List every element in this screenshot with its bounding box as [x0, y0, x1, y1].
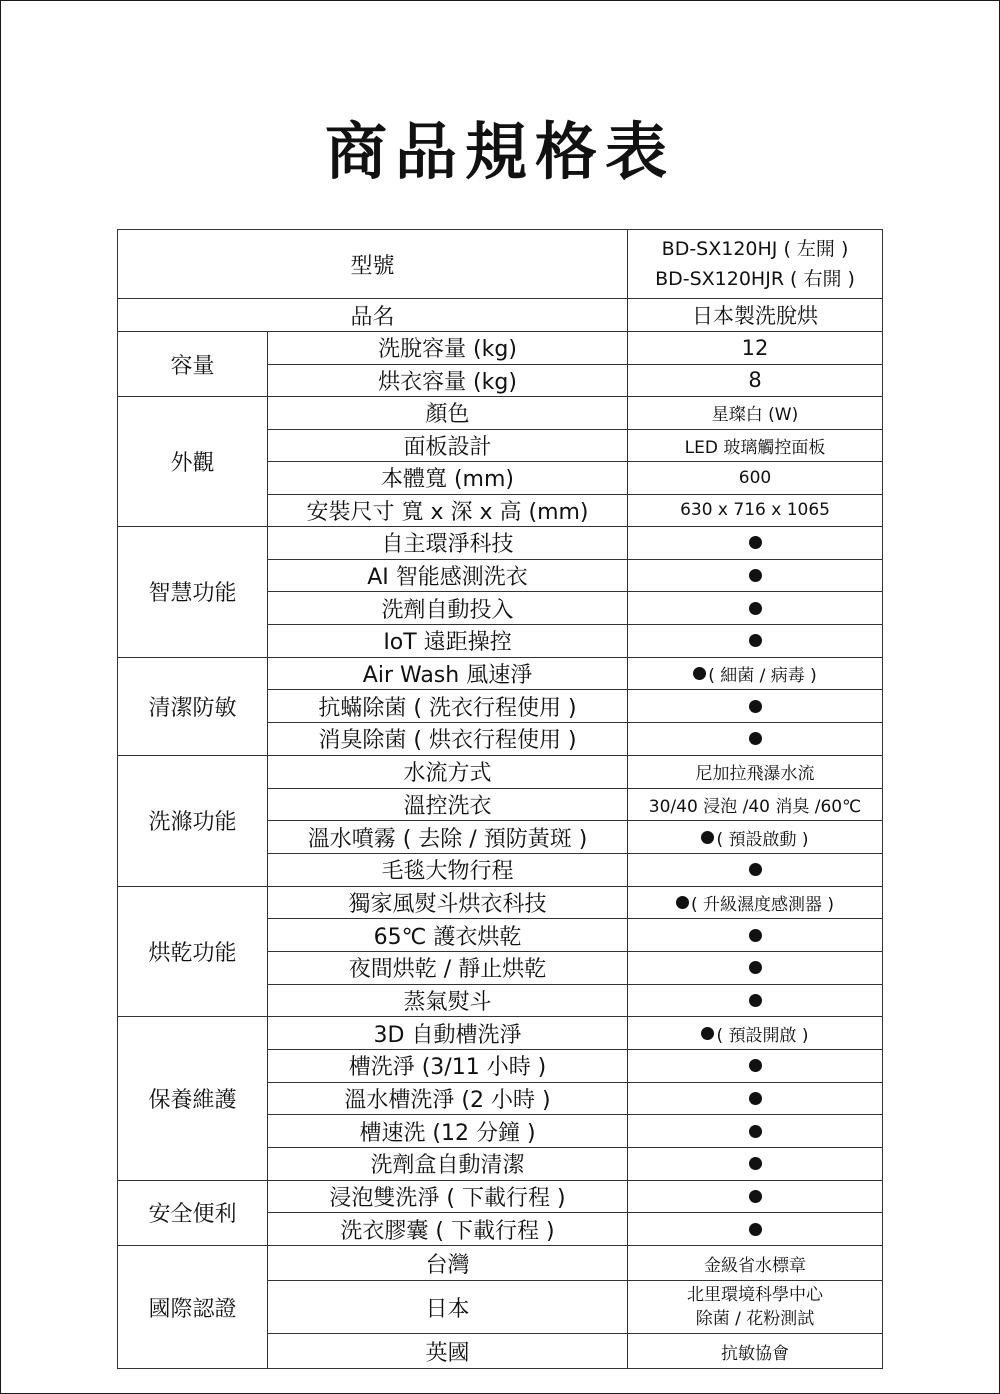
filled-circle-icon	[693, 667, 706, 680]
feature-label: 洗衣膠囊 ( 下載行程 )	[268, 1213, 628, 1246]
feature-label: 日本	[268, 1281, 628, 1334]
feature-note: ( 預設啟動 )	[716, 829, 809, 850]
product-name-value: 日本製洗脫烘	[628, 299, 883, 332]
feature-label: 消臭除菌 ( 烘衣行程使用 )	[268, 723, 628, 756]
feature-label: 3D 自動槽洗淨	[268, 1017, 628, 1050]
filled-circle-icon	[749, 1190, 762, 1203]
filled-circle-icon	[749, 536, 762, 549]
feature-value	[628, 1050, 883, 1083]
feature-value	[628, 723, 883, 756]
filled-circle-icon	[749, 863, 762, 876]
filled-circle-icon	[749, 1125, 762, 1138]
spec-table	[117, 229, 883, 1369]
category-label: 容量	[118, 332, 268, 397]
model-label: 型號	[118, 230, 628, 299]
feature-label: 夜間烘乾 / 靜止烘乾	[268, 951, 628, 984]
feature-value: 12	[628, 332, 883, 365]
feature-value	[628, 1180, 883, 1213]
feature-label: 溫水噴霧 ( 去除 / 預防黃斑 )	[268, 821, 628, 854]
product-name-label: 品名	[118, 299, 628, 332]
category-label: 安全便利	[118, 1180, 268, 1245]
filled-circle-icon	[701, 831, 714, 844]
feature-value	[628, 984, 883, 1017]
table-row	[118, 886, 883, 919]
feature-value: LED 玻璃觸控面板	[628, 429, 883, 462]
feature-label: 洗劑盒自動清潔	[268, 1148, 628, 1181]
feature-value	[628, 1213, 883, 1246]
feature-label: 面板設計	[268, 429, 628, 462]
feature-note: ( 升級濕度感測器 )	[690, 894, 835, 915]
feature-value	[628, 821, 883, 854]
feature-value: 星璨白 (W)	[628, 397, 883, 430]
feature-label: 浸泡雙洗淨 ( 下載行程 )	[268, 1180, 628, 1213]
feature-label: 毛毯大物行程	[268, 853, 628, 886]
feature-label: 槽速洗 (12 分鐘 )	[268, 1115, 628, 1148]
table-row	[118, 657, 883, 690]
feature-value: 600	[628, 462, 883, 495]
table-row-product-name	[118, 299, 883, 332]
feature-value-line: 北里環境科學中心	[687, 1285, 824, 1306]
feature-value: 尼加拉飛瀑水流	[628, 755, 883, 788]
feature-value	[628, 1281, 883, 1334]
filled-circle-icon	[749, 634, 762, 647]
table-row	[118, 332, 883, 365]
feature-label: 自主環淨科技	[268, 527, 628, 560]
category-label: 清潔防敏	[118, 657, 268, 755]
feature-label: 溫控洗衣	[268, 788, 628, 821]
table-row	[118, 397, 883, 430]
feature-label: 台灣	[268, 1246, 628, 1281]
table-row	[118, 1017, 883, 1050]
feature-note: ( 預設開啟 )	[716, 1025, 809, 1046]
feature-value: 金級省水標章	[628, 1246, 883, 1281]
feature-value	[628, 1115, 883, 1148]
feature-label: Air Wash 風速淨	[268, 657, 628, 690]
feature-value	[628, 657, 883, 690]
feature-label: 顏色	[268, 397, 628, 430]
table-row-model	[118, 230, 883, 299]
filled-circle-icon	[749, 1092, 762, 1105]
feature-label: AI 智能感測洗衣	[268, 559, 628, 592]
feature-value	[628, 1017, 883, 1050]
feature-value-line: 除菌 / 花粉測試	[695, 1309, 815, 1330]
filled-circle-icon	[749, 732, 762, 745]
feature-label: 安裝尺寸 寬 x 深 x 高 (mm)	[268, 494, 628, 527]
feature-label: 烘衣容量 (kg)	[268, 364, 628, 397]
table-row	[118, 755, 883, 788]
feature-value	[628, 690, 883, 723]
feature-value	[628, 919, 883, 952]
feature-value	[628, 625, 883, 658]
feature-value: 30/40 浸泡 /40 消臭 /60℃	[628, 788, 883, 821]
feature-label: 水流方式	[268, 755, 628, 788]
filled-circle-icon	[749, 961, 762, 974]
filled-circle-icon	[749, 700, 762, 713]
feature-label: 抗蟎除菌 ( 洗衣行程使用 )	[268, 690, 628, 723]
category-label: 烘乾功能	[118, 886, 268, 1017]
table-row	[118, 1246, 883, 1281]
feature-value	[628, 886, 883, 919]
feature-value	[628, 592, 883, 625]
feature-label: 洗脫容量 (kg)	[268, 332, 628, 365]
filled-circle-icon	[749, 994, 762, 1007]
feature-value	[628, 1148, 883, 1181]
model-value-right: BD-SX120HJR ( 右開 )	[655, 268, 855, 290]
filled-circle-icon	[749, 1059, 762, 1072]
filled-circle-icon	[749, 569, 762, 582]
category-label: 洗滌功能	[118, 755, 268, 886]
category-label: 智慧功能	[118, 527, 268, 658]
filled-circle-icon	[749, 1223, 762, 1236]
feature-value	[628, 1082, 883, 1115]
feature-value: 8	[628, 364, 883, 397]
feature-label: 本體寬 (mm)	[268, 462, 628, 495]
feature-label: 槽洗淨 (3/11 小時 )	[268, 1050, 628, 1083]
feature-value	[628, 527, 883, 560]
filled-circle-icon	[749, 1157, 762, 1170]
filled-circle-icon	[701, 1027, 714, 1040]
feature-label: 65℃ 護衣烘乾	[268, 919, 628, 952]
feature-label: IoT 遠距操控	[268, 625, 628, 658]
filled-circle-icon	[749, 929, 762, 942]
table-row	[118, 527, 883, 560]
model-value	[628, 230, 883, 299]
feature-label: 溫水槽洗淨 (2 小時 )	[268, 1082, 628, 1115]
filled-circle-icon	[749, 602, 762, 615]
table-row	[118, 1180, 883, 1213]
page-title: 商品規格表	[324, 115, 675, 188]
feature-value: 抗敏協會	[628, 1334, 883, 1369]
feature-label: 獨家風熨斗烘衣科技	[268, 886, 628, 919]
feature-label: 蒸氣熨斗	[268, 984, 628, 1017]
feature-note: ( 細菌 / 病毒 )	[708, 666, 817, 687]
filled-circle-icon	[676, 896, 689, 909]
category-label: 國際認證	[118, 1246, 268, 1369]
feature-value	[628, 853, 883, 886]
feature-value: 630 x 716 x 1065	[628, 494, 883, 527]
feature-label: 洗劑自動投入	[268, 592, 628, 625]
feature-label: 英國	[268, 1334, 628, 1369]
feature-value	[628, 559, 883, 592]
category-label: 外觀	[118, 397, 268, 527]
category-label: 保養維護	[118, 1017, 268, 1180]
feature-value	[628, 951, 883, 984]
model-value-left: BD-SX120HJ ( 左開 )	[661, 238, 849, 260]
